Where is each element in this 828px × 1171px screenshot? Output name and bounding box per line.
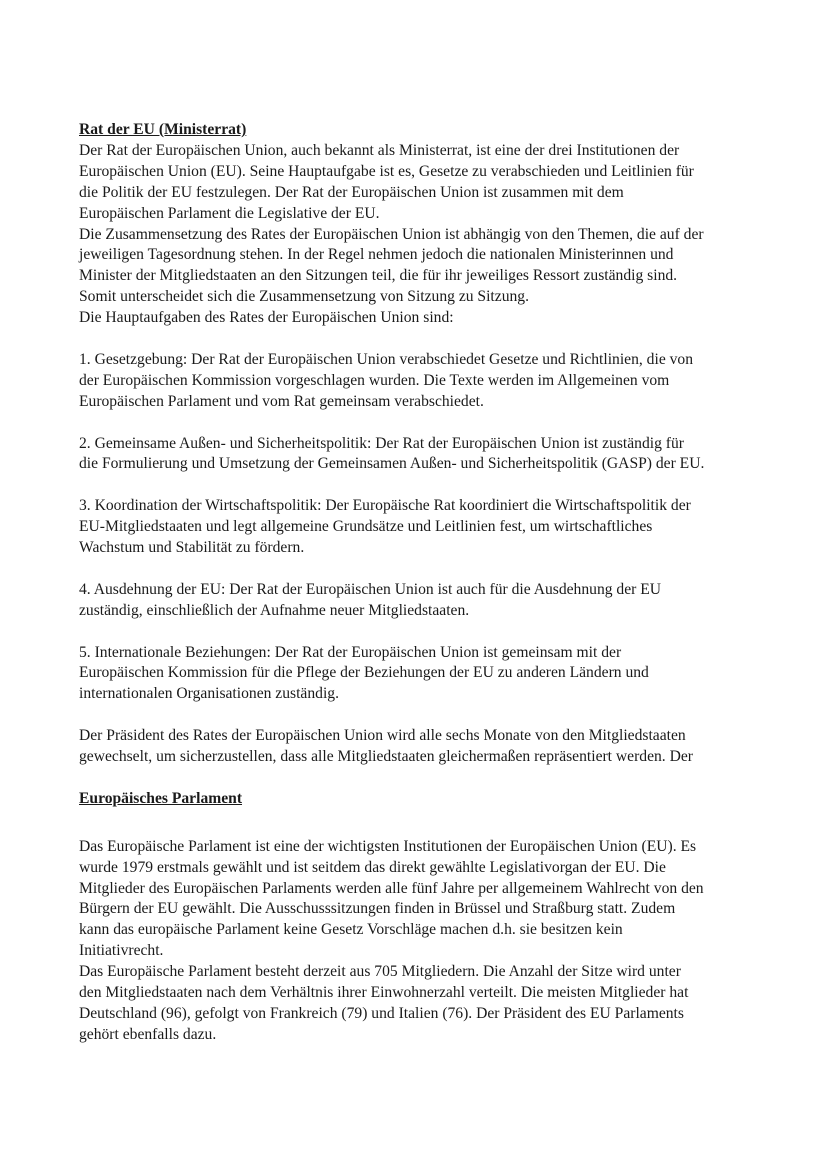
text-line: Die Zusammensetzung des Rates der Europäischen Union ist abhängig von den Themen, die auf der — [79, 225, 704, 243]
parlament-paragraph — [79, 837, 759, 1046]
text-line: internationalen Organisationen zuständig. — [79, 685, 339, 703]
text-line: EU-Mitgliedstaaten und legt allgemeine Grundsätze und Leitlinien fest, um wirtschaftliches — [79, 518, 653, 536]
text-line: jeweiligen Tagesordnung stehen. In der Regel nehmen jedoch die nationalen Ministerinnen und — [79, 246, 674, 264]
text-line: zuständig, einschließlich der Aufnahme neuer Mitgliedstaaten. — [79, 601, 470, 619]
text-line: 4. Ausdehnung der EU: Der Rat der Europäischen Union ist auch für die Ausdehnung der EU — [79, 580, 662, 598]
text-line: der Europäischen Kommission vorgeschlagen wurden. Die Texte werden im Allgemeinen vom — [79, 371, 670, 389]
text-line: den Mitgliedstaaten nach dem Verhältnis ihrer Einwohnerzahl verteilt. Die meisten Mitglieder hat — [79, 984, 689, 1002]
text-line: Europäischen Parlament und vom Rat gemeinsam verabschiedet. — [79, 392, 484, 410]
text-line: Europäischen Union (EU). Seine Hauptaufgabe ist es, Gesetze zu verabschieden und Leitlinien für — [79, 162, 694, 180]
paragraph-gap — [79, 810, 759, 831]
paragraph-gap — [79, 475, 759, 496]
text-line: Das Europäische Parlament ist eine der wichtigsten Institutionen der Europäischen Union (EU). Es — [79, 837, 697, 855]
paragraph-gap — [79, 622, 759, 643]
text-line: Europäischen Kommission für die Pflege der Beziehungen der EU zu anderen Ländern und — [79, 664, 649, 682]
text-line: gewechselt, um sicherzustellen, dass alle Mitgliedstaaten gleichermaßen repräsentiert werden. Der — [79, 748, 693, 766]
closing-paragraph — [79, 726, 759, 768]
text-line: Bürgern der EU gewählt. Die Ausschusssitzungen finden in Brüssel und Straßburg statt. Zudem — [79, 900, 676, 918]
text-line: Mitglieder des Europäischen Parlaments werden alle fünf Jahre per allgemeinem Wahlrecht von den — [79, 879, 704, 897]
text-line: Der Rat der Europäischen Union, auch bekannt als Ministerrat, ist eine der drei Institutionen der — [79, 141, 680, 159]
text-line: die Politik der EU festzulegen. Der Rat der Europäischen Union ist zusammen mit dem — [79, 183, 624, 201]
text-line: Die Hauptaufgaben des Rates der Europäischen Union sind: — [79, 309, 454, 327]
paragraph-gap — [79, 559, 759, 580]
text-line: Somit unterscheidet sich die Zusammensetzung von Sitzung zu Sitzung. — [79, 288, 529, 306]
document-body — [79, 120, 759, 1046]
paragraph-gap — [79, 705, 759, 726]
intro-paragraph — [79, 141, 759, 329]
paragraph-gap — [79, 329, 759, 350]
text-line: Wachstum und Stabilität zu fördern. — [79, 539, 305, 557]
list-item-beziehungen — [79, 643, 759, 706]
section-title-parlament: Europäisches Parlament — [79, 789, 243, 807]
text-line: 1. Gesetzgebung: Der Rat der Europäischen Union verabschiedet Gesetze und Richtlinien, die von — [79, 350, 694, 368]
list-item-wirtschaftspolitik — [79, 496, 759, 559]
text-line: 2. Gemeinsame Außen- und Sicherheitspolitik: Der Rat der Europäischen Union ist zuständig für — [79, 434, 684, 452]
text-line: 5. Internationale Beziehungen: Der Rat der Europäischen Union ist gemeinsam mit der — [79, 643, 622, 661]
list-item-gesetzgebung — [79, 350, 759, 413]
section-title-rat-der-eu: Rat der EU (Ministerrat) — [79, 121, 247, 138]
text-line: kann das europäische Parlament keine Gesetz Vorschläge machen d.h. sie besitzen kein — [79, 921, 623, 939]
paragraph-gap — [79, 768, 759, 789]
text-line: Der Präsident des Rates der Europäischen Union wird alle sechs Monate von den Mitgliedstaaten — [79, 727, 686, 745]
text-line: Minister der Mitgliedstaaten an den Sitzungen teil, die für ihr jeweiliges Ressort zuständig sind. — [79, 267, 678, 285]
text-line: gehört ebenfalls dazu. — [79, 1025, 217, 1043]
text-line: Deutschland (96), gefolgt von Frankreich (79) und Italien (76). Der Präsident des EU Parlaments — [79, 1004, 684, 1022]
list-item-aussenpolitik — [79, 434, 759, 476]
text-line: Initiativrecht. — [79, 942, 164, 960]
text-line: wurde 1979 erstmals gewählt und ist seitdem das direkt gewählte Legislativorgan der EU. Die — [79, 858, 666, 876]
text-line: 3. Koordination der Wirtschaftspolitik: Der Europäische Rat koordiniert die Wirtschaftspolitik der — [79, 497, 691, 515]
text-line: die Formulierung und Umsetzung der Gemeinsamen Außen- und Sicherheitspolitik (GASP) der EU. — [79, 455, 705, 473]
text-line: Europäischen Parlament die Legislative der EU. — [79, 204, 380, 222]
list-item-ausdehnung — [79, 580, 759, 622]
paragraph-gap — [79, 413, 759, 434]
text-line: Das Europäische Parlament besteht derzeit aus 705 Mitgliedern. Die Anzahl der Sitze wird unter — [79, 963, 681, 981]
